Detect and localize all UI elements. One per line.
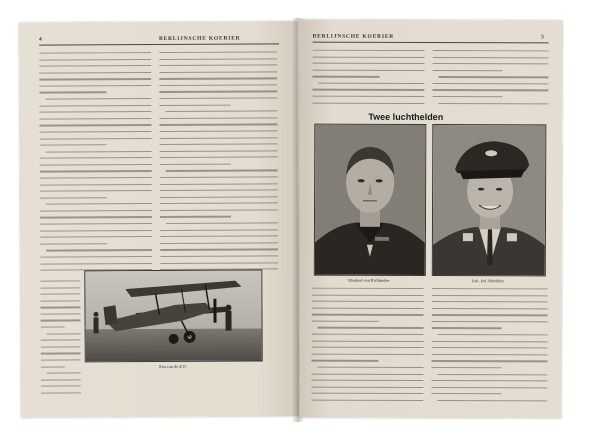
text-line xyxy=(159,58,277,60)
aircraft-photo xyxy=(84,269,262,362)
left-column-3-text xyxy=(40,280,81,400)
text-line xyxy=(40,313,80,314)
text-line xyxy=(160,190,278,192)
text-line xyxy=(40,243,107,245)
text-line xyxy=(312,96,424,98)
text-line xyxy=(160,255,278,257)
text-line xyxy=(40,197,107,199)
text-line xyxy=(432,89,548,91)
text-line xyxy=(318,82,424,84)
text-line xyxy=(432,354,548,356)
text-line xyxy=(39,78,151,80)
text-line xyxy=(160,203,278,205)
text-line xyxy=(40,210,152,212)
text-line xyxy=(40,216,152,218)
left-column-1-text xyxy=(39,52,152,278)
text-line xyxy=(432,308,548,310)
text-line xyxy=(313,56,425,58)
text-line xyxy=(165,111,277,113)
text-line xyxy=(317,367,423,369)
text-line xyxy=(160,196,278,198)
text-line xyxy=(40,184,152,186)
text-line xyxy=(39,65,151,67)
text-line xyxy=(432,341,548,343)
text-line xyxy=(159,51,277,53)
text-line xyxy=(313,50,425,52)
text-line xyxy=(159,104,230,106)
portrait-right-photo xyxy=(432,124,547,276)
text-line xyxy=(432,295,548,297)
text-line xyxy=(318,327,424,329)
text-line xyxy=(432,347,548,349)
right-header-rule xyxy=(313,42,549,44)
text-line xyxy=(40,157,152,159)
text-line xyxy=(39,118,151,120)
text-line xyxy=(432,301,548,303)
text-line xyxy=(160,209,278,211)
text-line xyxy=(41,386,81,387)
text-line xyxy=(160,124,278,126)
text-line xyxy=(312,89,424,91)
text-line xyxy=(311,373,423,375)
text-line xyxy=(433,50,549,52)
text-line xyxy=(41,379,81,380)
text-line xyxy=(437,400,547,402)
text-line xyxy=(39,105,151,107)
text-line xyxy=(41,359,81,360)
text-line xyxy=(312,334,424,336)
text-line xyxy=(41,346,81,347)
text-line xyxy=(160,176,278,178)
text-line xyxy=(40,170,152,172)
text-line xyxy=(40,190,152,192)
text-line xyxy=(40,300,80,301)
text-line xyxy=(160,150,278,152)
text-line xyxy=(40,131,152,133)
text-line xyxy=(160,130,278,132)
text-line xyxy=(312,340,424,342)
text-line xyxy=(159,78,277,80)
right-running-head: BERLIJNSCHE KOERIER xyxy=(312,33,395,40)
text-line xyxy=(159,65,277,67)
text-line xyxy=(431,380,547,382)
text-line xyxy=(431,393,501,394)
text-line xyxy=(41,353,81,354)
text-line xyxy=(312,347,424,349)
text-line xyxy=(159,97,277,99)
text-line xyxy=(312,102,424,104)
text-line xyxy=(311,393,423,395)
text-line xyxy=(160,143,278,145)
text-line xyxy=(40,236,152,238)
text-line xyxy=(312,314,424,316)
left-column-2-text xyxy=(159,51,278,277)
text-line xyxy=(41,327,65,328)
text-line xyxy=(433,63,549,65)
text-line xyxy=(432,360,548,362)
text-line xyxy=(312,76,379,77)
text-line xyxy=(166,222,278,224)
text-line xyxy=(433,70,503,71)
text-line xyxy=(438,76,548,78)
right-column-1-text-top xyxy=(312,50,424,110)
text-line xyxy=(40,294,80,295)
text-line xyxy=(437,374,547,376)
text-line xyxy=(45,98,151,100)
portrait-left-caption: Manfred von Richthofen xyxy=(348,277,390,283)
text-line xyxy=(40,124,152,126)
right-column-1-text-bottom xyxy=(311,288,423,408)
text-line xyxy=(311,386,423,388)
text-line xyxy=(311,399,423,401)
text-line xyxy=(431,387,547,389)
text-line xyxy=(160,229,278,231)
text-line xyxy=(47,333,81,334)
text-line xyxy=(46,249,152,251)
text-line xyxy=(166,170,278,172)
text-line xyxy=(40,280,80,281)
biplane-illustration xyxy=(85,270,261,361)
left-header-rule xyxy=(39,43,279,45)
text-line xyxy=(160,236,278,238)
text-line xyxy=(160,157,278,159)
left-page-number: 4 xyxy=(39,36,43,43)
text-line xyxy=(46,203,152,205)
text-line xyxy=(39,111,151,113)
right-column-2-text-bottom xyxy=(431,288,547,408)
text-line xyxy=(39,92,106,94)
text-line xyxy=(47,373,81,374)
right-page-number: 5 xyxy=(541,34,545,41)
text-line xyxy=(41,320,81,321)
text-line xyxy=(41,392,81,393)
text-line xyxy=(40,223,152,225)
text-line xyxy=(312,294,424,296)
right-column-2-text-top xyxy=(432,50,548,110)
text-line xyxy=(41,340,81,341)
text-line xyxy=(39,52,151,54)
text-line xyxy=(160,137,278,139)
text-line xyxy=(40,138,152,140)
text-line xyxy=(438,334,548,336)
text-line xyxy=(160,249,278,251)
text-line xyxy=(40,164,152,166)
text-line xyxy=(312,353,424,355)
text-line xyxy=(431,367,501,368)
left-page xyxy=(19,21,299,417)
text-line xyxy=(159,84,277,86)
text-line xyxy=(312,307,424,309)
text-line xyxy=(438,103,548,105)
text-line xyxy=(432,321,548,323)
text-line xyxy=(159,91,277,93)
section-title: Twee luchthelden xyxy=(368,111,444,123)
text-line xyxy=(160,183,278,185)
text-line xyxy=(311,380,423,382)
portrait-left-photo xyxy=(314,124,427,276)
text-line xyxy=(39,72,151,74)
text-line xyxy=(41,366,65,367)
text-line xyxy=(40,256,152,258)
text-line xyxy=(40,177,152,179)
text-line xyxy=(160,163,231,165)
portrait-richthofen xyxy=(315,125,426,275)
text-line xyxy=(160,262,278,264)
text-line xyxy=(159,117,277,119)
text-line xyxy=(40,230,152,232)
text-line xyxy=(312,301,424,303)
text-line xyxy=(40,287,80,288)
text-line xyxy=(159,71,277,73)
right-page xyxy=(299,20,562,419)
text-line xyxy=(39,85,151,87)
portrait-right-caption: Luit. kol. Moelders xyxy=(471,278,504,284)
text-line xyxy=(160,242,278,244)
text-line xyxy=(432,96,502,97)
text-line xyxy=(432,83,548,85)
text-line xyxy=(432,327,502,328)
text-line xyxy=(40,263,152,265)
text-line xyxy=(313,63,425,65)
text-line xyxy=(312,288,424,290)
left-running-head: BERLIJNSCHE KOERIER xyxy=(159,35,241,42)
portrait-moelders xyxy=(433,125,546,275)
text-line xyxy=(40,144,107,146)
text-line xyxy=(312,360,379,361)
text-line xyxy=(40,307,80,308)
text-line xyxy=(432,314,548,316)
aircraft-photo-caption: Een van de 4/15 xyxy=(159,363,187,370)
text-line xyxy=(312,320,379,321)
text-line xyxy=(46,151,152,153)
text-line xyxy=(39,59,151,61)
text-line xyxy=(432,288,548,290)
text-line xyxy=(313,69,425,71)
text-line xyxy=(433,57,549,59)
text-line xyxy=(160,216,231,218)
